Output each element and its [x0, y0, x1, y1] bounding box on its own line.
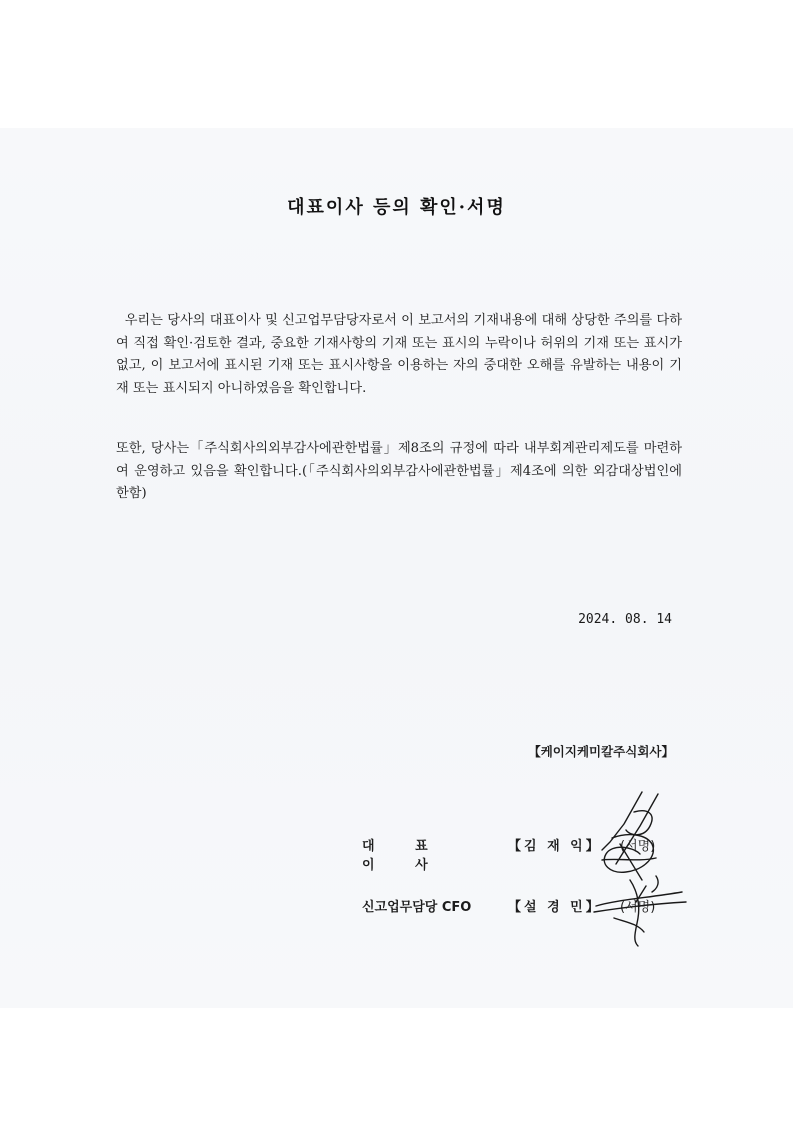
confirmation-text: 우리는 당사의 대표이사 및 신고업무담당자로서 이 보고서의 기재내용에 대해 상당한 주의를 다하여 직접 확인·검토한 결과, 중요한 기재사항의 기재 또는 표시의 누락이나 허위의 기재 또는 표시가 없고, 이 보고서에 표시된 기재 또는 표시사항을 이용하는 자의 중대한 오해를 유발하는 내용이 기재 또는 표시되지 아니하였음을 확인합니다. [116, 313, 682, 396]
document-title: 대표이사 등의 확인·서명 [287, 197, 506, 218]
cfo-signature-graphic [586, 862, 696, 952]
signer-role: 신고업무담당 CFO [362, 900, 472, 915]
signature-label: (서명) [620, 900, 656, 915]
signature-label: (서명) [620, 839, 656, 854]
confirmation-paragraph [116, 310, 682, 400]
signer-role: 대 표 이 사 [362, 839, 446, 873]
internal-control-paragraph [116, 438, 682, 506]
internal-control-text: 또한, 당사는「주식회사의외부감사에관한법률」제8조의 규정에 따라 내부회계관리제도를 마련하여 운영하고 있음을 확인합니다.(「주식회사의외부감사에관한법률」제4조에 의한 외감대상법인에 한함) [116, 441, 682, 501]
document-date: 2024. 08. 14 [578, 612, 672, 627]
company-name: 【케이지케미칼주식회사】 [528, 744, 674, 759]
signer-name: 【김 재 익】 [508, 839, 602, 854]
signer-name: 【설 경 민】 [508, 900, 602, 915]
